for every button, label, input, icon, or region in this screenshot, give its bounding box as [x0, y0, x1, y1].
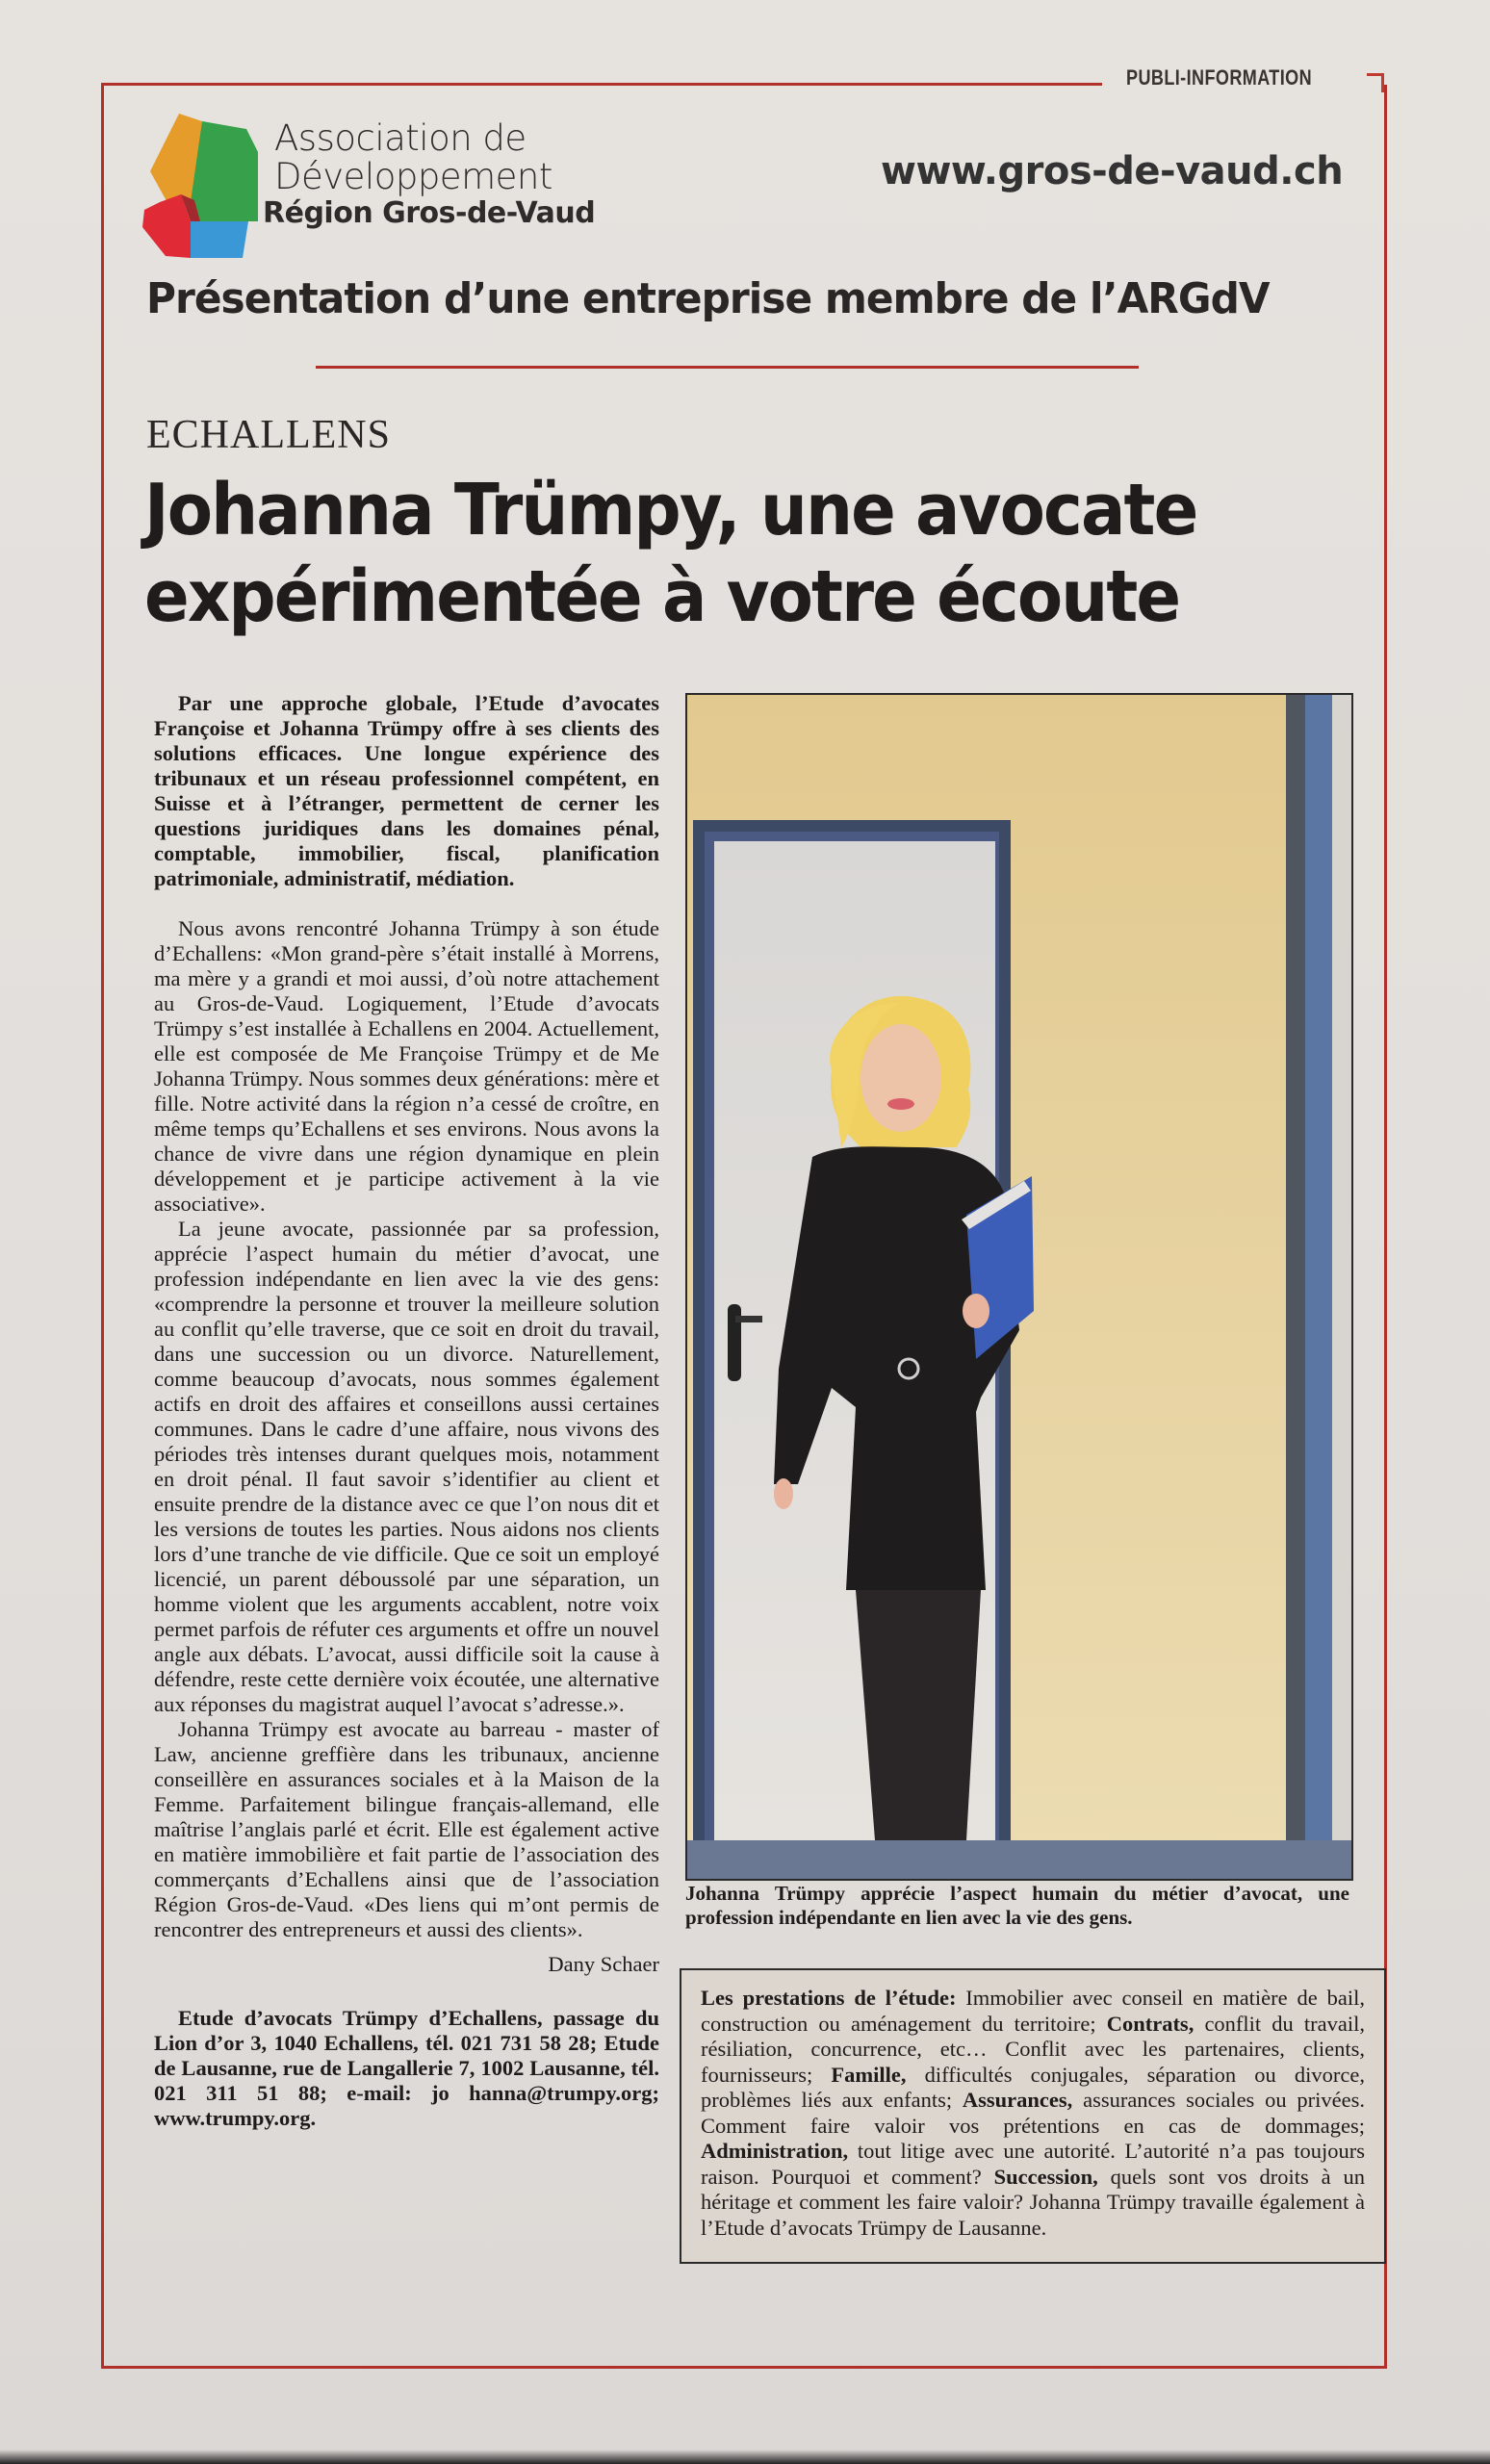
- logo-line-developpement: Développement: [274, 156, 552, 197]
- services-text: conflit du travail, résiliation, concurrence, etc… Conflit avec les partenaires, clients, fournisseurs;: [701, 2011, 1366, 2087]
- contact-info: Etude d’avocats Trümpy d’Echallens, passage du Lion d’or 3, 1040 Echallens, tél. 021 731 58 28; Etude de Lausanne, rue de Langallerie 7, 1002 Lausanne, tél. 021 311 51 88; e-mail: jo hanna@trumpy.org; www.trumpy.org.: [154, 2006, 659, 2130]
- services-text: quels sont vos droits à un héritage et comment les faire valoir? Johanna Trümpy travaille également à l’Etude d’avocats Trümpy de Lausanne.: [701, 2164, 1365, 2240]
- services-label: Famille,: [831, 2062, 907, 2087]
- photo-caption: Johanna Trümpy apprécie l’aspect humain du métier d’avocat, une profession indépendante en lien avec la vie des gens.: [685, 1882, 1349, 1929]
- services-text: tout litige avec une autorité. L’autorité n’a pas toujours raison. Pourquoi et comment?: [701, 2139, 1365, 2189]
- article-author: Dany Schaer: [548, 1952, 659, 1976]
- services-box: [680, 1968, 1386, 2264]
- heading-rule: [316, 366, 1139, 369]
- portrait-illustration-icon: [687, 695, 1351, 1879]
- website-url: www.gros-de-vaud.ch: [881, 149, 1344, 193]
- page-edge-shadow: [0, 2450, 1490, 2464]
- article-headline: [144, 467, 1281, 640]
- article-kicker: ECHALLENS: [146, 413, 391, 457]
- services-label: Contrats,: [1106, 2011, 1195, 2036]
- headline-line-2: expérimentée à votre écoute: [144, 555, 1180, 638]
- article-paragraph: Johanna Trümpy est avocate au barreau - master of Law, ancienne greffière dans les tribunaux, ancienne conseillère en assurances sociales et à la Maison de la Femme. Parfaitement bilingue français-allemand, elle maîtrise l’anglais parlé et écrit. Elle est également active en matière immobilière et fait partie de l’association des commerçants d’Echallens ainsi que de l’association Région Gros-de-Vaud. «Des liens qui m’ont permis de rencontrer des entrepreneurs et aussi des clients».: [154, 1717, 659, 1941]
- article-paragraph: Nous avons rencontré Johanna Trümpy à son étude d’Echallens: «Mon grand-père s’était installé à Morrens, ma mère y a grandi et moi aussi, d’où notre attachement au Gros-de-Vaud. Logiquement, l’Etude d’avocats Trümpy s’est installée à Echallens en 2004. Actuellement, elle est composée de Me Françoise Trümpy et de Me Johanna Trümpy. Nous sommes deux générations: mère et fille. Notre activité dans la région n’a cessé de croître, en même temps qu’Echallens et ses environs. Nous avons la chance de vivre dans une région dynamique en plein développement et je participe activement à la vie associative».: [154, 916, 659, 1216]
- services-label: Assurances,: [962, 2088, 1073, 2112]
- logo-text: [263, 117, 596, 231]
- services-label: Les prestations de l’étude:: [701, 1986, 957, 2010]
- headline-line-1: Johanna Trümpy, une avocate: [144, 469, 1197, 552]
- article-lede: Par une approche globale, l’Etude d’avocates Françoise et Johanna Trümpy offre à ses clients des solutions efficaces. Une longue expérience des tribunaux et un réseau professionnel compétent, en Suisse et à l’étranger, permettent de cerner les questions juridiques dans les domaines pénal, comptable, immobilier, fiscal, planification patrimoniale, administratif, médiation.: [154, 691, 659, 890]
- services-label: Succession,: [993, 2164, 1098, 2189]
- logo-line-association: Association de: [274, 117, 527, 159]
- section-heading: Présentation d’une entreprise membre de l’ARGdV: [146, 274, 1270, 323]
- article-photo: [685, 693, 1353, 1881]
- article-body: [154, 691, 659, 2131]
- argdv-logo-icon: [142, 114, 258, 258]
- article-paragraph: La jeune avocate, passionnée par sa profession, apprécie l’aspect humain du métier d’avocat, une profession indépendante en lien avec la vie des gens: «comprendre la personne et trouver la meilleure solution au conflit qu’elle traverse, que ce soit en droit du travail, dans une succession ou un divorce. Naturellement, comme beaucoup d’avocats, nous sommes également actifs en droit des affaires et conseillons aussi certaines communes. Dans le cadre d’une affaire, nous vivons des périodes très intenses durant quelques mois, notamment en droit pénal. Il faut savoir s’identifier au client et ensuite prendre de la distance avec ce que l’on nous dit et les versions de toutes les parties. Nous aidons nos clients lors d’une tranche de vie difficile. Que ce soit un employé licencié, un parent déboussolé par une séparation, un homme violent que les arguments accablent, notre voix permet parfois de réfuter ces arguments et offre un nouvel angle aux débats. L’avocat, aussi difficile soit la cause à défendre, reste cette dernière voix écoutée, une alternative aux réponses du magistrat auquel l’avocat s’adresse.».: [154, 1217, 659, 1716]
- services-text: Immobilier avec conseil en matière de bail, construction ou aménagement du territoire;: [701, 1986, 1365, 2036]
- logo-line-region: Région Gros-de-Vaud: [263, 196, 596, 230]
- services-label: Administration,: [701, 2139, 849, 2163]
- publi-information-label: PUBLI-INFORMATION: [1126, 65, 1313, 90]
- services-text: difficultés conjugales, séparation ou divorce, problèmes liés aux enfants;: [701, 2062, 1365, 2112]
- services-text: assurances sociales ou privées. Comment faire valoir vos prétentions en cas de dommages;: [701, 2088, 1366, 2138]
